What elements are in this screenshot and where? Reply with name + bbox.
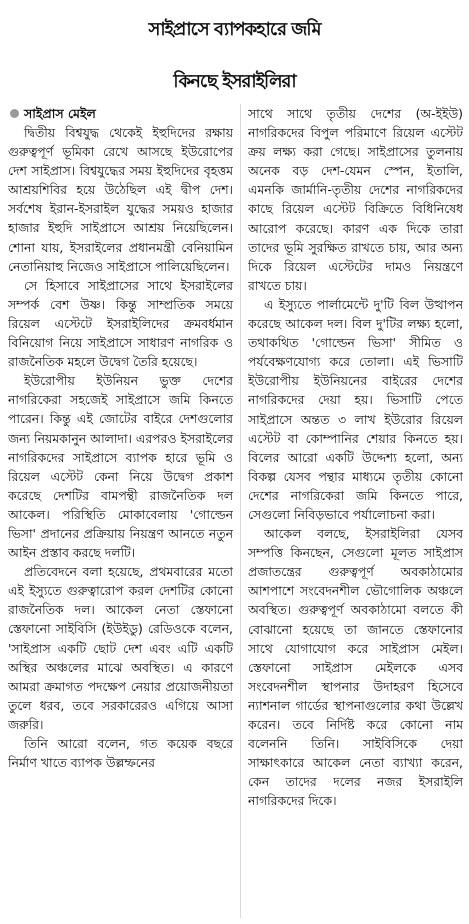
paragraph: প্রতিবেদনে বলা হয়েছে, প্রথমবারের মতো এই ইস্যুতে গুরুত্বারোপ করল দেশটির কোনো রাজনৈতিক দল। আকেল নেতা স্তেফানো স্তেফানো সাইবিসি (ইউইডু) রেডিওকে বলেন, 'সাইপ্রাস একটি ছোট দেশ এবং এটি একটি অস্থির অঞ্চলের মাঝে অবস্থিত। এ কারণে আমরা ক্রমাগত পদক্ষেপ নেয়ার প্রয়োজনীয়তা তুলে ধরব, তবে সরকারেরও এগিয়ে আসা জরুরি। [8,564,233,732]
right-column [248,104,463,920]
headline [0,4,469,108]
paragraph: সাথে সাথে তৃতীয় দেশের (অ-ইইউ) নাগরিকদের বিপুল পরিমাণে রিয়েল এস্টেট ক্রয় লক্ষ্য করা গেছে। সাইপ্রাসের তুলনায় অনেক বড় দেশ-যেমন স্পেন, ইতালি, এমনকি জার্মানি-তৃতীয় দেশের নাগরিকদের কাছে রিয়েল এস্টেট বিক্রিতে বিধিনিষেধ আরোপ করেছে। কারণ এক দিকে তারা তাদের ভূমি সুরক্ষিত রাখতে চায়, আর অন্য দিকে রিয়েল এস্টেটের দামও নিয়ন্ত্রণে রাখতে চায়। [248,106,463,293]
headline-line-2: কিনছে ইসরাইলিরা [173,71,296,92]
paragraph: সে হিসাবে সাইপ্রাসের সাথে ইসরাইলের সম্পর্ক বেশ উষ্ণ। কিন্তু সাম্প্রতিক সময়ে রিয়েল এস্টেটে ইসরাইলিদের ক্রমবর্ধমান বিনিয়োগ নিয়ে সাইপ্রাসে সাধারণ নাগরিক ও রাজনৈতিক মহলে উদ্বেগ তৈরি হয়েছে। [8,277,233,370]
headline-line-1: সাইপ্রাসে ব্যাপকহারে জমি [148,19,321,40]
byline [8,104,233,123]
paragraph: দ্বিতীয় বিশ্বযুদ্ধ থেকেই ইহুদিদের রক্ষায় গুরুত্বপূর্ণ ভূমিকা রেখে আসছে ইউরোপের দেশ সাইপ্রাস। বিশ্বযুদ্ধের সময় ইহুদিদের বৃহত্তম আশ্রয়শিবির হয়ে উঠেছিল এই দ্বীপ দেশ। সর্বশেষ ইরান-ইসরাইল যুদ্ধের সময়ও হাজার হাজার ইহুদি সাইপ্রাসে আশ্রয় নিয়েছিলেন। শোনা যায়, ইসরাইলের প্রধানমন্ত্রী বেনিয়ামিন নেতানিয়াহু নিজেও সাইপ্রাসে পালিয়েছিলেন। [8,125,233,274]
paragraph: তিনি আরো বলেন, গত কয়েক বছরে নির্মাণ খাতে ব্যাপক উল্লম্ফনের [8,736,233,771]
paragraph: এ ইস্যুতে পার্লামেন্টে দু'টি বিল উত্থাপন করেছে আকেল দল। বিল দু'টির লক্ষ্য হলো, তথাকথিত 'গোল্ডেন ভিসা' সীমিত ও পর্যবেক্ষণযোগ্য করে তোলা। এই ভিসাটি ইউরোপীয় ইউনিয়নের বাইরের দেশের নাগরিকদের দেয়া হয়। ভিসাটি পেতে সাইপ্রাসে অন্তত ৩ লাখ ইউরোর রিয়েল এস্টেট বা কোম্পানির শেয়ার কিনতে হয়। বিলের আরো একটি উদ্দেশ্য হলো, অন্য বিকল্প যেসব পন্থার মাধ্যমে তৃতীয় কোনো দেশের নাগরিকেরা জমি কিনতে পারে, সেগুলো নিবিড়ভাবে পর্যালোচনা করা। [248,296,463,522]
column-divider [240,104,241,918]
paragraph: আকেল বলছে, ইসরাইলিরা যেসব সম্পত্তি কিনছেন, সেগুলো মূলত সাইপ্রাস প্রজাতন্ত্রের গুরুত্বপূর্ণ অবকাঠামোর আশপাশে সংবেদনশীল ভৌগোলিক অঞ্চলে অবস্থিত। গুরুত্বপূর্ণ অবকাঠামো বলতে কী বোঝানো হয়েছে তা জানতে স্তেফানোর সাথে যোগাযোগ করে সাইপ্রাস মেইল। স্তেফানো সাইপ্রাস মেইলকে এসব সংবেদনশীল স্থাপনার উদাহরণ হিসেবে ন্যাশনাল গার্ডের স্থাপনাগুলোর কথা উল্লেখ করেন। তবে নির্দিষ্ট করে কোনো নাম বলেননি তিনি। সাইবিসিকে দেয়া সাক্ষাৎকারে আকেল নেতা ব্যাখ্যা করেন, কেন তাদের দলের নজর ইসরাইলি নাগরিকদের দিকে। [248,526,463,809]
left-column [8,104,233,920]
bullet-icon [10,109,19,118]
paragraph: ইউরোপীয় ইউনিয়ন ভুক্ত দেশের নাগরিকেরা সহজেই সাইপ্রাসে জমি কিনতে পারেন। কিন্তু এই জোটের বাইরে দেশগুলোর জন্য নিয়মকানুন আলাদা। এরপরও ইসরাইলের নাগরিকদের সাইপ্রাসে ব্যাপক হারে ভূমি ও রিয়েল এস্টেট কেনা নিয়ে উদ্বেগ প্রকাশ করেছে দেশটির বামপন্থী রাজনৈতিক দল আকেল। পরিস্থিতি মোকাবেলায় 'গোল্ডেন ভিসা' প্রদানের প্রক্রিয়ায় নিয়ন্ত্রণ আনতে নতুন আইন প্রস্তাব করছে দলটি। [8,373,233,561]
byline-text: সাইপ্রাস মেইল [24,106,96,121]
